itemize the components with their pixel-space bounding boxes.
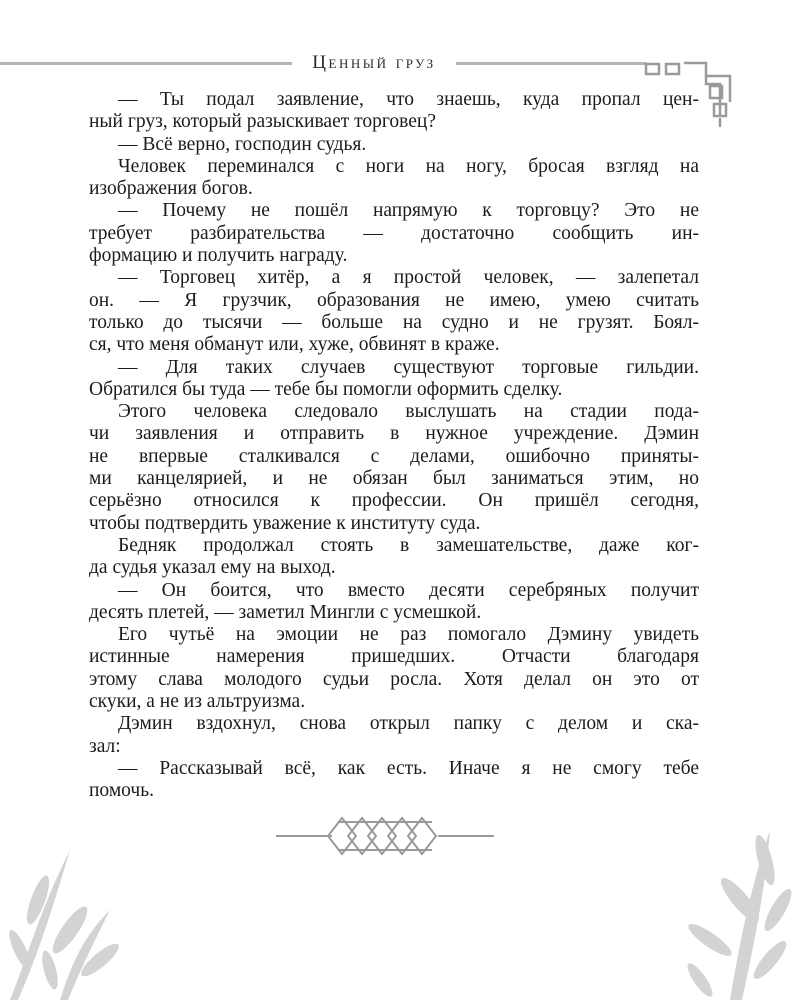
- text-line: — Для таких случаев существуют торговые гильдии.: [118, 356, 699, 378]
- bamboo-leaves-left: [0, 830, 140, 1000]
- text-line: Его чутьё на эмоции не раз помогало Дэмину увидеть: [118, 624, 699, 646]
- text-line: Дэмин вздохнул, снова открыл папку с делом и ска-: [118, 713, 699, 735]
- text-line: ный груз, который разыскивает торговец?: [89, 111, 436, 133]
- text-line: чи заявления и отправить в нужное учреждение. Дэмин: [89, 423, 699, 445]
- text-line: Человек переминался с ноги на ногу, бросая взгляд на: [118, 155, 699, 177]
- text-line: серьёзно относился к профессии. Он пришёл сегодня,: [89, 490, 699, 512]
- text-line: Этого человека следовало выслушать на стадии пода-: [118, 401, 699, 423]
- text-line: — Рассказывай всё, как есть. Иначе я не смогу тебе: [118, 757, 699, 779]
- header-rule-right: [456, 62, 646, 65]
- text-line: он. — Я грузчик, образования не имею, умею считать: [89, 289, 699, 311]
- header-rule-left: [0, 62, 292, 65]
- page-text: [89, 89, 699, 803]
- text-line: — Ты подал заявление, что знаешь, куда пропал цен-: [118, 89, 699, 110]
- text-line: не впервые сталкивался с делами, ошибочно приняты-: [89, 445, 699, 467]
- text-line: зал:: [89, 735, 121, 757]
- text-line: — Почему не пошёл напрямую к торговцу? Это не: [118, 200, 699, 222]
- text-line: чтобы подтвердить уважение к институту суда.: [89, 512, 481, 534]
- text-line: ми канцелярией, и не обязан был заниматься этим, но: [89, 468, 699, 490]
- text-line: Бедняк продолжал стоять в замешательстве, даже ког-: [118, 534, 699, 556]
- diamond-lattice-divider: [276, 812, 494, 868]
- text-line: десять плетей, — заметил Мингли с усмешкой.: [89, 601, 482, 623]
- text-line: — Всё верно, господин судья.: [118, 133, 367, 155]
- running-head-title: Ценный груз: [312, 52, 436, 73]
- text-line: этому слава молодого судьи росла. Хотя делал он это от: [89, 668, 699, 690]
- text-line: помочь.: [89, 780, 154, 802]
- text-line: — Торговец хитёр, а я простой человек, — залепетал: [118, 267, 699, 289]
- text-line: истинные намерения пришедших. Отчасти благодаря: [89, 646, 699, 668]
- text-line: Обратился бы туда — тебе бы помогли оформить сделку.: [89, 378, 563, 400]
- text-line: — Он боится, что вместо десяти серебряных получит: [118, 579, 699, 601]
- text-line: формацию и получить награду.: [89, 245, 348, 267]
- text-line: да судья указал ему на выход.: [89, 557, 336, 579]
- text-line: только до тысячи — больше на судно и не грузят. Боял-: [89, 311, 699, 333]
- text-line: скуки, а не из альтруизма.: [89, 691, 306, 713]
- text-line: изображения богов.: [89, 178, 253, 200]
- text-line: ся, что меня обманут или, хуже, обвинят в краже.: [89, 334, 500, 356]
- text-line: требует разбирательства — достаточно сообщить ин-: [89, 222, 699, 244]
- bamboo-leaves-right: [670, 820, 800, 1000]
